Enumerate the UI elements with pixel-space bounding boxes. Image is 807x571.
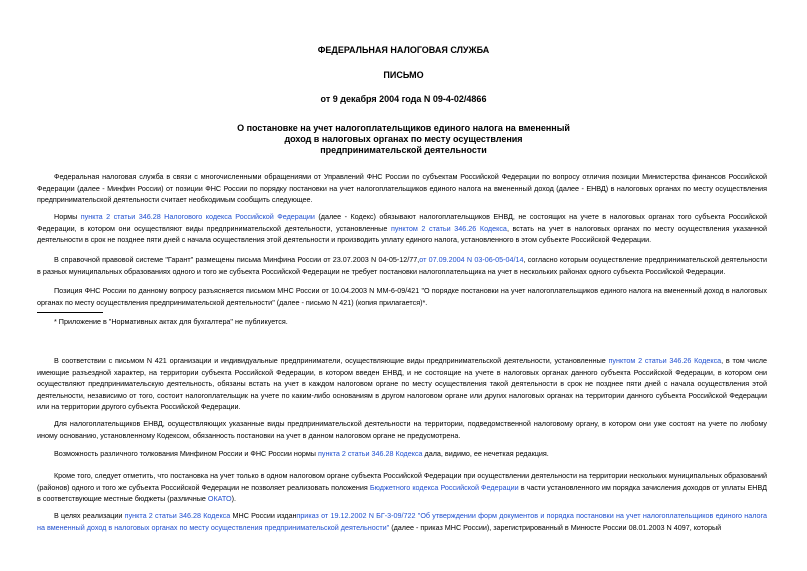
paragraph-5 — [37, 355, 767, 413]
paragraph-4-text: Позиция ФНС России по данному вопросу разъясняется письмом МНС России от 10.04.2003 N ММ-6-09/421 "О порядке постановки на учет налогоплательщиков единого налога на вмененный доход в налоговых органах по месту осуществления предпринимательской деятельности" (далее - письмо N 421) (копия прилагается)*. — [37, 286, 767, 307]
issuer-heading: ФЕДЕРАЛЬНАЯ НАЛОГОВАЯ СЛУЖБА — [317, 45, 490, 55]
paragraph-3 — [37, 254, 767, 277]
paragraph-1 — [37, 171, 767, 206]
paragraph-9-text-c: (далее - приказ МНС России), зарегистрированный в Минюсте России 08.01.2003 N 4097, который — [389, 522, 722, 532]
paragraph-6-text: Для налогоплательщиков ЕНВД, осуществляющих указанные виды предпринимательской деятельности на территории, подведомственной налоговому органу, в котором они уже состоят на учете по любому иному основанию, установленному Кодексом, обязанность постановки на учет в данном налоговом органе не предусмотрена. — [37, 419, 767, 440]
footnote — [37, 316, 767, 328]
paragraph-1-text: Федеральная налоговая служба в связи с многочисленными обращениями от Управлений ФНС России по субъектам Российской Федерации по вопросу отличия позиции Министерства финансов Российской Федерации (далее - Минфин России) от позиции ФНС России по порядку постановки на учет налогоплательщиков единого налога на вмененный доход (далее - ЕНВД) в налоговых органах по месту осуществления предпринимательской деятельности считает необходимым сообщить следующее. — [37, 172, 767, 204]
code-346-26-link-2[interactable]: пунктом 2 статьи 346.26 Кодекса — [608, 356, 722, 365]
paragraph-9-text-b: МНС России издан — [230, 511, 297, 520]
tax-code-346-28-link[interactable]: пункта 2 статьи 346.28 Налогового кодекса Российской Федерации — [80, 212, 315, 221]
document-title-line-2: доход в налоговых органах по месту осуществления — [284, 134, 523, 144]
paragraph-5-text-a: В соответствии с письмом N 421 организации и индивидуальные предприниматели, осуществляющие виды предпринимательской деятельности, установленные — [54, 356, 609, 365]
paragraph-5-text-b: , в том числе имеющие разъездной характер, на территории субъекта Российской Федерации, в котором введен ЕНВД, и не состоящие на учете в налоговых органах данного субъекта Российской Федерации, в котором они осуществляют предпринимательскую деятельность, обязаны встать на учет в каждом налоговом органе по месту осуществления такой деятельности в срок не позднее пяти дней с начала осуществления этой деятельности, независимо от того, состоит налогоплательщик на учете по каким-либо основаниям в другом налоговом органе или других налоговых органах на территории данного субъекта Российской Федерации или на территории другого субъекта Российской Федерации. — [37, 356, 767, 411]
paragraph-2-text-b: (далее - Кодекс) обязывают налогоплательщиков ЕНВД, не состоящих на учете в налоговых органах того субъекта Российской Федерации, в котором они осуществляют виды предпринимательской деятельности, установленные — [37, 212, 767, 233]
code-346-28-link-2[interactable]: пункта 2 статьи 346.28 Кодекса — [317, 449, 423, 458]
paragraph-9 — [37, 510, 767, 533]
paragraph-2-text-c: , встать на учет в налоговых органах по месту осуществления указанной деятельности в срок не позднее пяти дней с начала осуществления этой деятельности и производить уплату единого налога, установленного в этом субъекте Российской Федерации. — [37, 223, 768, 244]
paragraph-2 — [37, 211, 767, 246]
paragraph-3-text-b: , согласно которым осуществление предпринимательской деятельности в разных муниципальных образованиях одного и того же субъекта Российской Федерации не требует постановки налогоплательщика на учет в нескольких районах одного субъекта Российской Федерации. — [37, 255, 768, 276]
paragraph-4 — [37, 285, 767, 308]
paragraph-8-text-b: в части установленного им порядка зачисления доходов от уплаты ЕНВД в соответствующие местные бюджеты (различные — [37, 482, 767, 503]
code-346-28-link-3[interactable]: пункта 2 статьи 346.28 Кодекса — [124, 511, 231, 520]
paragraph-6 — [37, 418, 767, 441]
document-title-line-3: предпринимательской деятельности — [320, 145, 487, 155]
code-346-26-link[interactable]: пунктом 2 статьи 346.26 Кодекса — [390, 223, 507, 233]
mns-order-link[interactable]: приказ от 19.12.2002 N БГ-3-09/722 "Об утверждении форм документов и порядка постановки на учет налогоплательщиков единого налога на вмененный доход в налоговых органах по месту осуществления предпринимательской деятельности" — [37, 511, 767, 532]
paragraph-7-text-b: дала, видимо, ее нечеткая редакция. — [422, 449, 549, 458]
paragraph-3-text-a: В справочной правовой системе "Гарант" размещены письма Минфина России от 23.07.2003 N 04-05-12/77, — [54, 255, 420, 264]
paragraph-7 — [37, 448, 767, 460]
minfin-letter-link[interactable]: от 07.09.2004 N 03-06-05-04/14 — [419, 255, 524, 264]
paragraph-7-text-a: Возможность различного толкования Минфином России и ФНС России нормы — [54, 449, 318, 458]
okato-link[interactable]: ОКАТО — [207, 494, 232, 503]
paragraph-8 — [37, 470, 767, 505]
document-title-line-1: О постановке на учет налогоплательщиков единого налога на вмененный — [237, 123, 570, 133]
document-type: ПИСЬМО — [383, 70, 424, 80]
footnote-text: * Приложение в "Нормативных актах для бухгалтера" не публикуется. — [54, 317, 288, 326]
paragraph-2-text-a: Нормы — [54, 212, 81, 221]
paragraph-8-text-a: Кроме того, следует отметить, что постановка на учет только в одном налоговом органе субъекта Российской Федерации при осуществлении деятельности на территории нескольких муниципальных образований (районов) одного и того же субъекта Российской Федерации не позволяет реализовать положения — [37, 471, 767, 492]
paragraph-9-text-a: В целях реализации — [54, 511, 125, 520]
paragraph-8-text-c: ). — [231, 494, 236, 503]
document-date: от 9 декабря 2004 года N 09-4-02/4866 — [320, 94, 487, 104]
footnote-divider — [37, 312, 103, 313]
budget-code-link[interactable]: Бюджетного кодекса Российской Федерации — [369, 482, 519, 492]
